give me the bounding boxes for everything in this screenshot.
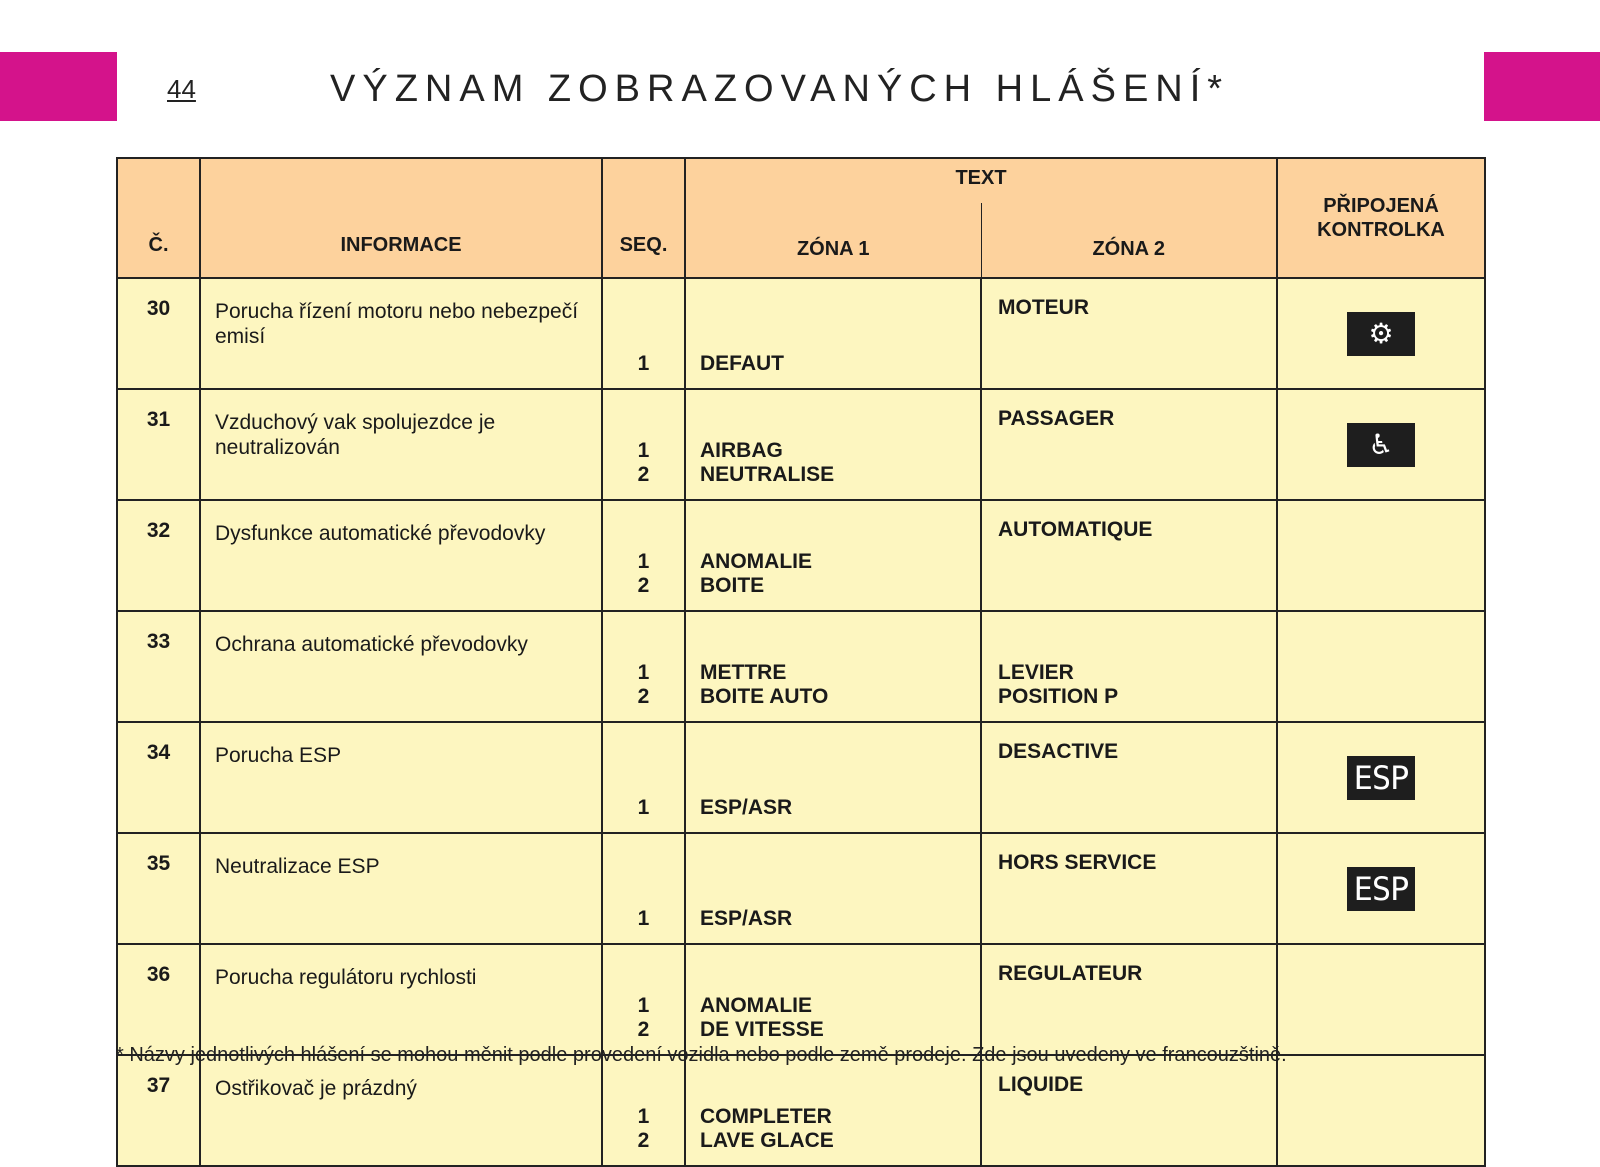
page-tab-right — [1484, 52, 1600, 121]
zone2-line1: HORS SERVICE — [998, 851, 1157, 874]
zone2-line1: AUTOMATIQUE — [998, 518, 1153, 541]
zone2-line1: LEVIER — [998, 661, 1074, 684]
table-row — [117, 278, 1485, 389]
table-row — [117, 611, 1485, 722]
row-information: Ochrana automatické převodovky — [200, 611, 602, 722]
table-row — [117, 389, 1485, 500]
row-zone2 — [981, 278, 1277, 389]
row-sequence — [602, 722, 685, 833]
zone1-line1: METTRE — [700, 661, 787, 684]
zone1-line1: ANOMALIE — [700, 550, 812, 573]
zone1-line2: BOITE — [700, 574, 765, 597]
sequence-1: 1 — [637, 439, 650, 462]
table-row — [117, 500, 1485, 611]
row-information: Neutralizace ESP — [200, 833, 602, 944]
row-zone1 — [685, 500, 981, 611]
row-sequence — [602, 278, 685, 389]
row-information: Ostřikovač je prázdný — [200, 1055, 602, 1166]
sequence-1: 1 — [637, 907, 650, 930]
page-tab-left — [0, 52, 117, 121]
row-indicator — [1277, 611, 1485, 722]
table-row — [117, 944, 1485, 1055]
sequence-1: 1 — [637, 352, 650, 375]
page-number: 44 — [167, 74, 196, 104]
passenger-airbag-off-icon: ♿ — [1347, 423, 1415, 467]
zone1-line1: AIRBAG — [700, 439, 783, 462]
row-sequence — [602, 1055, 685, 1166]
row-sequence — [602, 500, 685, 611]
header-info: INFORMACE — [200, 158, 602, 278]
row-information: Porucha ESP — [200, 722, 602, 833]
row-zone1 — [685, 278, 981, 389]
zone2-line1: MOTEUR — [998, 296, 1089, 319]
row-number: 37 — [117, 1055, 200, 1166]
zone2-line2: POSITION P — [998, 685, 1119, 708]
row-zone2 — [981, 833, 1277, 944]
row-sequence — [602, 611, 685, 722]
header-indicator-line2: KONTROLKA — [1317, 219, 1445, 241]
footnote: * Názvy jednotlivých hlášení se mohou měnit podle provedení vozidla nebo podle země prodeje. Zde jsou uvedeny ve francouzštině. — [116, 1044, 1287, 1066]
engine-warning-icon: ⚙ — [1347, 312, 1415, 356]
header-seq: SEQ. — [602, 158, 685, 278]
row-number: 30 — [117, 278, 200, 389]
header-zone1: ZÓNA 1 — [685, 203, 981, 278]
zone2-line1: PASSAGER — [998, 407, 1115, 430]
sequence-1: 1 — [637, 994, 650, 1017]
zone1-line1: ANOMALIE — [700, 994, 812, 1017]
zone1-line2: LAVE GLACE — [700, 1129, 834, 1152]
sequence-1: 1 — [637, 796, 650, 819]
row-indicator — [1277, 1055, 1485, 1166]
row-zone1 — [685, 389, 981, 500]
esp-icon: ESP — [1347, 867, 1415, 911]
sequence-1: 1 — [637, 661, 650, 684]
zone2-line1: LIQUIDE — [998, 1073, 1084, 1096]
row-indicator — [1277, 944, 1485, 1055]
row-indicator — [1277, 833, 1485, 944]
row-zone1 — [685, 944, 981, 1055]
row-sequence — [602, 833, 685, 944]
row-indicator — [1277, 389, 1485, 500]
zone1-line2: DE VITESSE — [700, 1018, 824, 1041]
row-zone2 — [981, 722, 1277, 833]
zone1-line1: DEFAUT — [700, 352, 784, 375]
row-indicator — [1277, 722, 1485, 833]
sequence-2: 2 — [637, 463, 650, 486]
row-zone2 — [981, 389, 1277, 500]
header-text-group: TEXT — [685, 158, 1277, 203]
zone2-line1: DESACTIVE — [998, 740, 1119, 763]
row-number: 31 — [117, 389, 200, 500]
header-indicator — [1277, 158, 1485, 278]
page-title: VÝZNAM ZOBRAZOVANÝCH HLÁŠENÍ* — [330, 68, 1230, 110]
row-information: Porucha řízení motoru nebo nebezpečí emisí — [200, 278, 602, 389]
header-indicator-line1: PŘIPOJENÁ — [1323, 195, 1439, 217]
row-zone1 — [685, 833, 981, 944]
row-information: Dysfunkce automatické převodovky — [200, 500, 602, 611]
table-row — [117, 1055, 1485, 1166]
row-zone2 — [981, 1055, 1277, 1166]
sequence-2: 2 — [637, 574, 650, 597]
zone1-line2: NEUTRALISE — [700, 463, 835, 486]
row-zone1 — [685, 611, 981, 722]
row-zone2 — [981, 500, 1277, 611]
table-row — [117, 722, 1485, 833]
sequence-1: 1 — [637, 1105, 650, 1128]
row-number: 32 — [117, 500, 200, 611]
row-number: 34 — [117, 722, 200, 833]
table-row — [117, 833, 1485, 944]
zone1-line2: BOITE AUTO — [700, 685, 829, 708]
zone1-line1: COMPLETER — [700, 1105, 832, 1128]
row-indicator — [1277, 278, 1485, 389]
row-number: 36 — [117, 944, 200, 1055]
zone1-line1: ESP/ASR — [700, 907, 793, 930]
header-zone2: ZÓNA 2 — [981, 203, 1277, 278]
row-sequence — [602, 944, 685, 1055]
row-zone1 — [685, 1055, 981, 1166]
messages-table — [116, 157, 1486, 1167]
row-information: Vzduchový vak spolujezdce je neutralizován — [200, 389, 602, 500]
row-zone2 — [981, 944, 1277, 1055]
sequence-2: 2 — [637, 685, 650, 708]
row-zone1 — [685, 722, 981, 833]
zone1-line1: ESP/ASR — [700, 796, 793, 819]
row-indicator — [1277, 500, 1485, 611]
sequence-2: 2 — [637, 1018, 650, 1041]
header-num: Č. — [117, 158, 200, 278]
row-sequence — [602, 389, 685, 500]
row-zone2 — [981, 611, 1277, 722]
row-information: Porucha regulátoru rychlosti — [200, 944, 602, 1055]
row-number: 33 — [117, 611, 200, 722]
row-number: 35 — [117, 833, 200, 944]
sequence-2: 2 — [637, 1129, 650, 1152]
zone2-line1: REGULATEUR — [998, 962, 1143, 985]
esp-icon: ESP — [1347, 756, 1415, 800]
sequence-1: 1 — [637, 550, 650, 573]
